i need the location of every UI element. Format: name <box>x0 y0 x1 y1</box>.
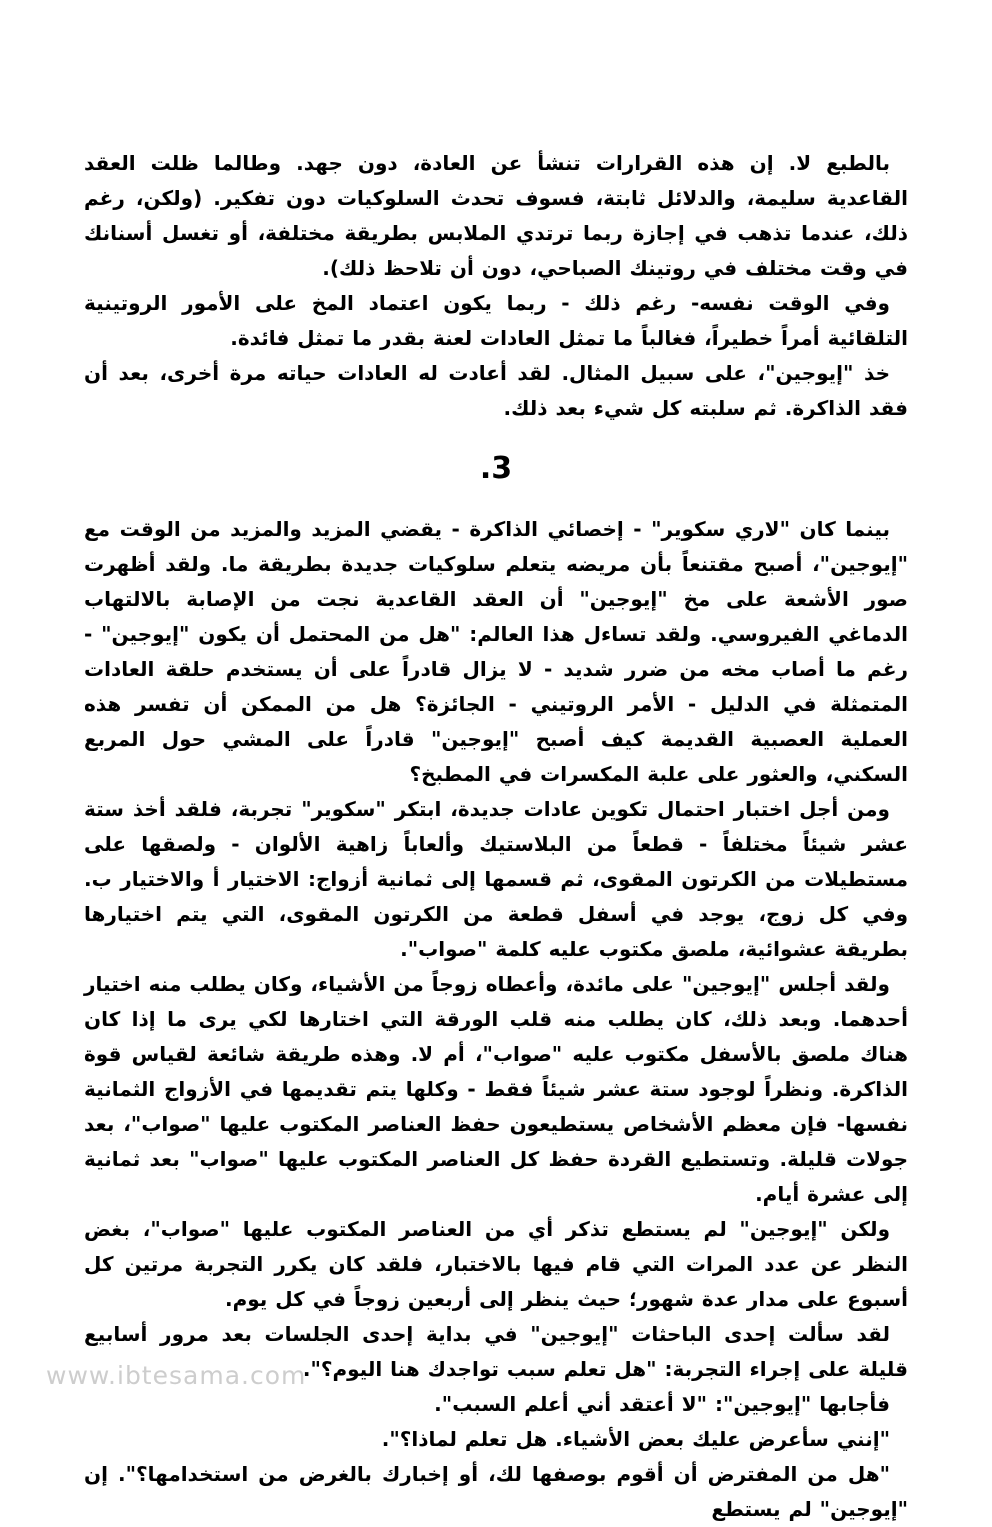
paragraph: فأجابها "إيوجين": "لا أعتقد أني أعلم السبب". <box>434 1392 890 1416</box>
paragraph: "هل من المفترض أن أقوم بوصفها لك، أو إخبارك بالغرض من استخدامها؟". إن "إيوجين" لم يستطع <box>84 1462 908 1521</box>
paragraph: ولكن "إيوجين" لم يستطع تذكر أي من العناصر المكتوب عليها "صواب"، بغض النظر عن عدد المرات التي قام فيها بالاختبار، فلقد كان يكرر التجربة مرتين كل أسبوع على مدار عدة شهور؛ حيث ينظر إلى أربعين زوجاً في كل يوم. <box>84 1217 908 1311</box>
paragraph: "إنني سأعرض عليك بعض الأشياء. هل تعلم لماذا؟". <box>381 1427 890 1451</box>
paragraph: لقد سألت إحدى الباحثات "إيوجين" في بداية إحدى الجلسات بعد مرور أسابيع قليلة على إجراء التجربة: "هل تعلم سبب تواجدك هنا اليوم؟". <box>84 1322 908 1381</box>
paragraph: ومن أجل اختبار احتمال تكوين عادات جديدة، ابتكر "سكوير" تجربة، فلقد أخذ ستة عشر شيئاً مختلفاً - قطعاً من البلاستيك وألعاباً زاهية الألوان - ولصقها على مستطيلات من الكرتون المقوى، ثم قسمها إلى ثمانية أزواج: الاختيار أ والاختيار ب. وفي كل زوج، يوجد في أسفل قطعة من الكرتون المقوى، التي يتم اختيارها بطريقة عشوائية، ملصق مكتوب عليه كلمة "صواب". <box>84 797 908 961</box>
paragraph: خذ "إيوجين"، على سبيل المثال. لقد أعادت له العادات حياته مرة أخرى، بعد أن فقد الذاكرة. ثم سلبته كل شيء بعد ذلك. <box>84 361 908 420</box>
section-number-heading: 3. <box>479 451 513 486</box>
paragraph: بالطبع لا. إن هذه القرارات تنشأ عن العادة، دون جهد. وطالما ظلت العقد القاعدية سليمة، والدلائل ثابتة، فسوف تحدث السلوكيات دون تفكير. (ولكن، رغم ذلك، عندما تذهب في إجازة ربما ترتدي الملابس بطريقة مختلفة، أو تغسل أسنانك في وقت مختلف في روتينك الصباحي، دون أن تلاحظ ذلك). <box>84 151 908 280</box>
paragraph: وفي الوقت نفسه- رغم ذلك - ربما يكون اعتماد المخ على الأمور الروتينية التلقائية أمراً خطيراً، فغالباً ما تمثل العادات لعنة بقدر ما تمثل فائدة. <box>84 291 908 350</box>
paragraph: ولقد أجلس "إيوجين" على مائدة، وأعطاه زوجاً من الأشياء، وكان يطلب منه اختيار أحدهما. وبعد ذلك، كان يطلب منه قلب الورقة التي اختارها لكي يرى ما إذا كان هناك ملصق بالأسفل مكتوب عليه "صواب"، أم لا. وهذه طريقة شائعة لقياس قوة الذاكرة. ونظراً لوجود ستة عشر شيئاً فقط - وكلها يتم تقديمها في الأزواج الثمانية نفسها- فإن معظم الأشخاص يستطيعون حفظ العناصر المكتوب عليها "صواب"، بعد جولات قليلة. وتستطيع القردة حفظ كل العناصر المكتوب عليها "صواب" بعد ثمانية إلى عشرة أيام. <box>84 972 908 1206</box>
watermark: www.ibtesama.com <box>46 1361 307 1390</box>
paragraph: بينما كان "لاري سكوير" - إخصائي الذاكرة - يقضي المزيد والمزيد من الوقت مع "إيوجين"، أصبح مقتنعاً بأن مريضه يتعلم سلوكيات جديدة بطريقة ما. ولقد أظهرت صور الأشعة على مخ "إيوجين" أن العقد القاعدية نجت من الإصابة بالالتهاب الدماغي الفيروسي. ولقد تساءل هذا العالم: "هل من المحتمل أن يكون "إيوجين" - رغم ما أصاب مخه من ضرر شديد - لا يزال قادراً على أن يستخدم حلقة العادات المتمثلة في الدليل - الأمر الروتيني - الجائزة؟ هل من الممكن أن تفسر هذه العملية العصبية القديمة كيف أصبح "إيوجين" قادراً على المشي حول المربع السكني، والعثور على علبة المكسرات في المطبخ؟ <box>84 517 908 786</box>
